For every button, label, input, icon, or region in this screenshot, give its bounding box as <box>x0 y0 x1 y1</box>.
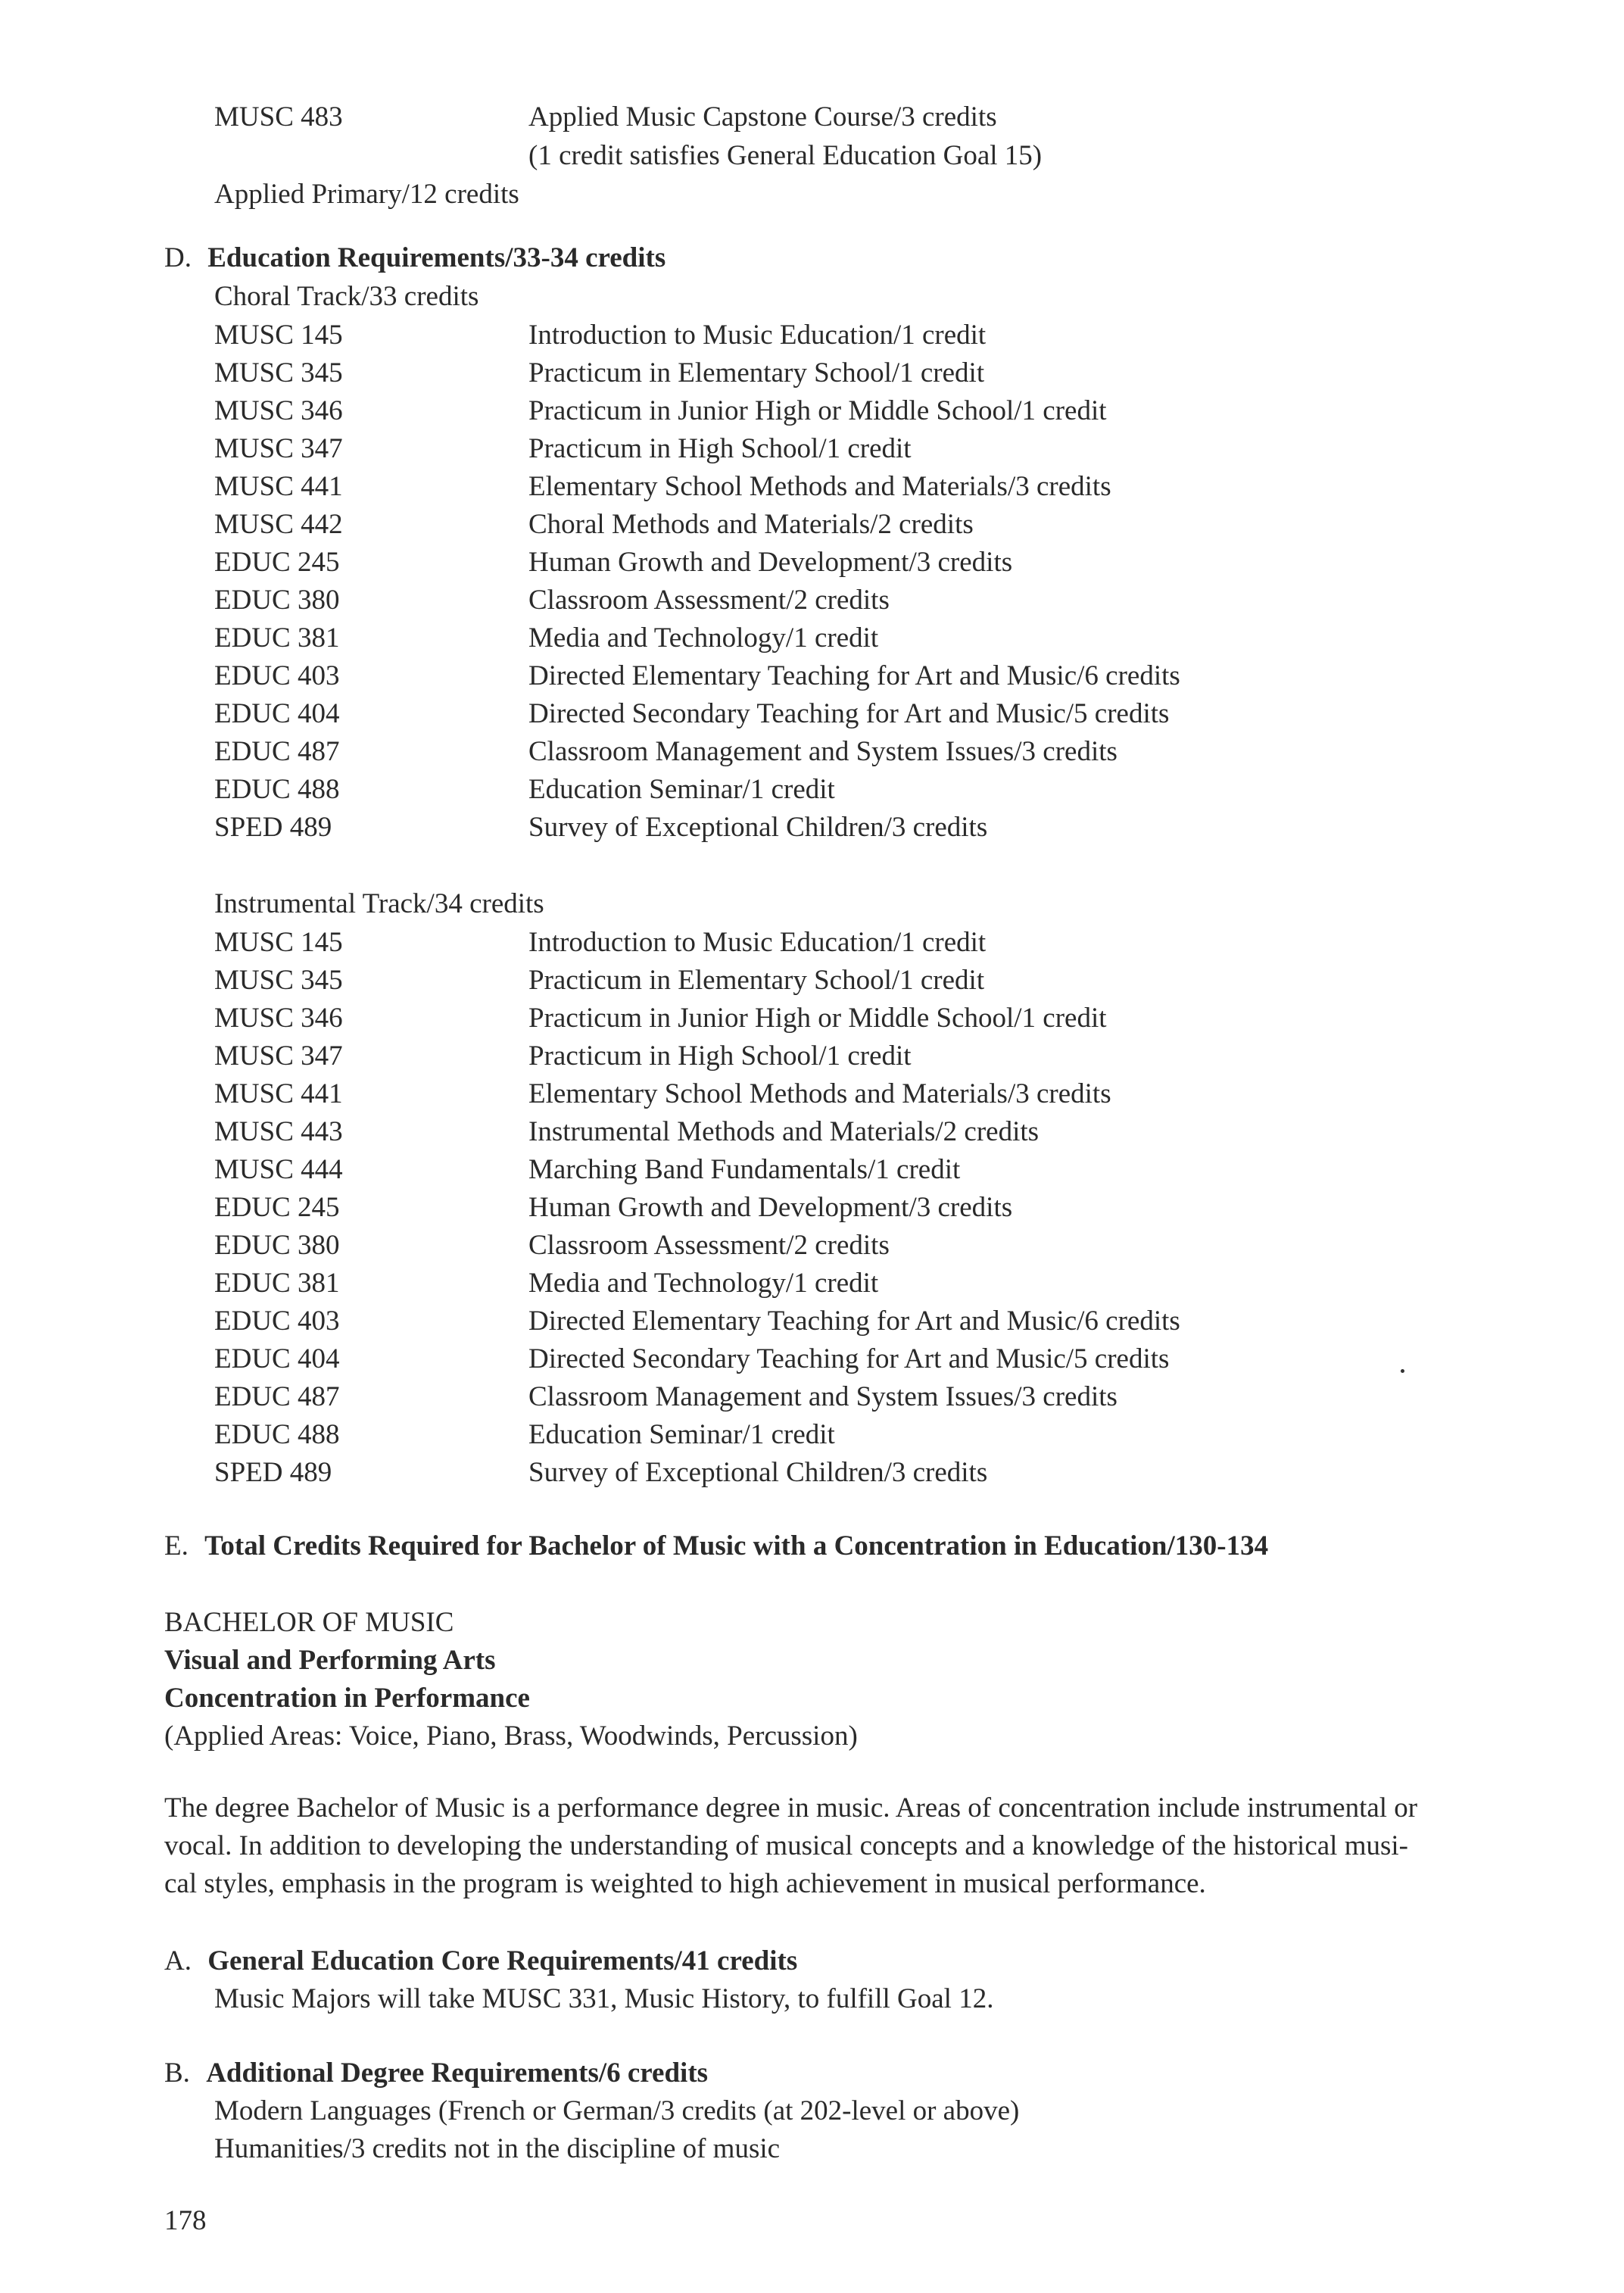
section-b-line: Humanities/3 credits not in the discipline of music <box>214 2133 781 2164</box>
course-title: Practicum in High School/1 credit <box>528 433 912 464</box>
course-code: MUSC 347 <box>214 433 343 464</box>
course-code: EDUC 404 <box>214 698 340 729</box>
course-title: Media and Technology/1 credit <box>528 622 879 654</box>
capstone-note: (1 credit satisfies General Education Goal 15) <box>528 140 1043 171</box>
course-title: Education Seminar/1 credit <box>528 1419 835 1450</box>
section-letter: D. <box>164 242 192 273</box>
course-code: MUSC 346 <box>214 395 343 426</box>
choral-track-title: Choral Track/33 credits <box>214 281 479 312</box>
course-code: EDUC 488 <box>214 1419 340 1450</box>
course-code: MUSC 345 <box>214 965 343 996</box>
page-number: 178 <box>164 2205 207 2236</box>
course-title: Classroom Assessment/2 credits <box>528 1230 890 1261</box>
applied-areas: (Applied Areas: Voice, Piano, Brass, Woodwinds, Percussion) <box>164 1721 858 1752</box>
section-e-heading <box>164 1527 1268 1565</box>
course-title: Elementary School Methods and Materials/3 credits <box>528 1078 1111 1109</box>
course-title: Survey of Exceptional Children/3 credits <box>528 1457 988 1488</box>
course-code: EDUC 403 <box>214 660 340 691</box>
course-title: Classroom Assessment/2 credits <box>528 585 890 616</box>
course-code: MUSC 145 <box>214 927 343 958</box>
description-line: cal styles, emphasis in the program is weighted to high achievement in musical performance. <box>164 1868 1206 1899</box>
course-title: Human Growth and Development/3 credits <box>528 547 1013 578</box>
course-code: EDUC 245 <box>214 547 340 578</box>
course-code: EDUC 245 <box>214 1192 340 1223</box>
course-title: Practicum in High School/1 credit <box>528 1040 912 1072</box>
concentration-title: Concentration in Performance <box>164 1683 530 1714</box>
course-code: EDUC 403 <box>214 1306 340 1337</box>
course-code: EDUC 487 <box>214 1381 340 1412</box>
course-title: Directed Elementary Teaching for Art and Music/6 credits <box>528 1306 1180 1337</box>
section-letter: A. <box>164 1945 192 1976</box>
course-title: Elementary School Methods and Materials/3 credits <box>528 471 1111 502</box>
course-title: Instrumental Methods and Materials/2 credits <box>528 1116 1040 1147</box>
course-code: EDUC 404 <box>214 1343 340 1374</box>
degree-title: BACHELOR OF MUSIC <box>164 1607 454 1638</box>
course-code: MUSC 441 <box>214 471 343 502</box>
course-title: Media and Technology/1 credit <box>528 1268 879 1299</box>
course-code: MUSC 442 <box>214 509 343 540</box>
course-code: EDUC 380 <box>214 585 340 616</box>
course-title: Practicum in Junior High or Middle School/1 credit <box>528 395 1107 426</box>
course-code: MUSC 443 <box>214 1116 343 1147</box>
course-title: Classroom Management and System Issues/3 credits <box>528 1381 1117 1412</box>
course-code: EDUC 488 <box>214 774 340 805</box>
course-title: Marching Band Fundamentals/1 credit <box>528 1154 961 1185</box>
course-title: Practicum in Junior High or Middle School/1 credit <box>528 1003 1107 1034</box>
course-code: EDUC 381 <box>214 622 340 654</box>
section-letter: E. <box>164 1530 189 1561</box>
course-title: Human Growth and Development/3 credits <box>528 1192 1013 1223</box>
description-line: The degree Bachelor of Music is a performance degree in music. Areas of concentration include instrumental or <box>164 1792 1418 1823</box>
section-d-heading <box>164 239 665 277</box>
scan-speck <box>1401 1369 1404 1373</box>
instrumental-track-title: Instrumental Track/34 credits <box>214 888 544 919</box>
course-title: Introduction to Music Education/1 credit <box>528 320 987 351</box>
course-code: EDUC 381 <box>214 1268 340 1299</box>
course-code: MUSC 483 <box>214 101 343 133</box>
course-title: Directed Elementary Teaching for Art and Music/6 credits <box>528 660 1180 691</box>
course-code: EDUC 380 <box>214 1230 340 1261</box>
course-code: MUSC 346 <box>214 1003 343 1034</box>
course-code: SPED 489 <box>214 1457 332 1488</box>
course-title: Classroom Management and System Issues/3 credits <box>528 736 1117 767</box>
course-code: SPED 489 <box>214 812 332 843</box>
course-title: Survey of Exceptional Children/3 credits <box>528 812 988 843</box>
section-title: Education Requirements/33-34 credits <box>207 242 666 273</box>
section-title: Additional Degree Requirements/6 credits <box>206 2057 709 2089</box>
applied-primary: Applied Primary/12 credits <box>214 179 519 210</box>
course-title: Practicum in Elementary School/1 credit <box>528 357 985 388</box>
course-code: MUSC 444 <box>214 1154 343 1185</box>
course-code: MUSC 441 <box>214 1078 343 1109</box>
section-a-heading <box>164 1942 797 1980</box>
course-title: Directed Secondary Teaching for Art and Music/5 credits <box>528 1343 1170 1374</box>
course-title: Education Seminar/1 credit <box>528 774 835 805</box>
course-title: Applied Music Capstone Course/3 credits <box>528 101 997 133</box>
course-title: Choral Methods and Materials/2 credits <box>528 509 974 540</box>
section-letter: B. <box>164 2057 190 2089</box>
section-title: Total Credits Required for Bachelor of Music with a Concentration in Education/130-134 <box>204 1530 1269 1561</box>
school-title: Visual and Performing Arts <box>164 1645 496 1676</box>
course-code: MUSC 345 <box>214 357 343 388</box>
course-title: Practicum in Elementary School/1 credit <box>528 965 985 996</box>
section-b-heading <box>164 2054 708 2092</box>
course-code: MUSC 145 <box>214 320 343 351</box>
course-title: Directed Secondary Teaching for Art and Music/5 credits <box>528 698 1170 729</box>
section-title: General Education Core Requirements/41 credits <box>207 1945 798 1976</box>
description-line: vocal. In addition to developing the understanding of musical concepts and a knowledge of the historical musi- <box>164 1830 1408 1861</box>
section-b-line: Modern Languages (French or German/3 credits (at 202-level or above) <box>214 2095 1020 2126</box>
section-a-text: Music Majors will take MUSC 331, Music History, to fulfill Goal 12. <box>214 1983 994 2014</box>
course-code: EDUC 487 <box>214 736 340 767</box>
course-code: MUSC 347 <box>214 1040 343 1072</box>
course-title: Introduction to Music Education/1 credit <box>528 927 987 958</box>
